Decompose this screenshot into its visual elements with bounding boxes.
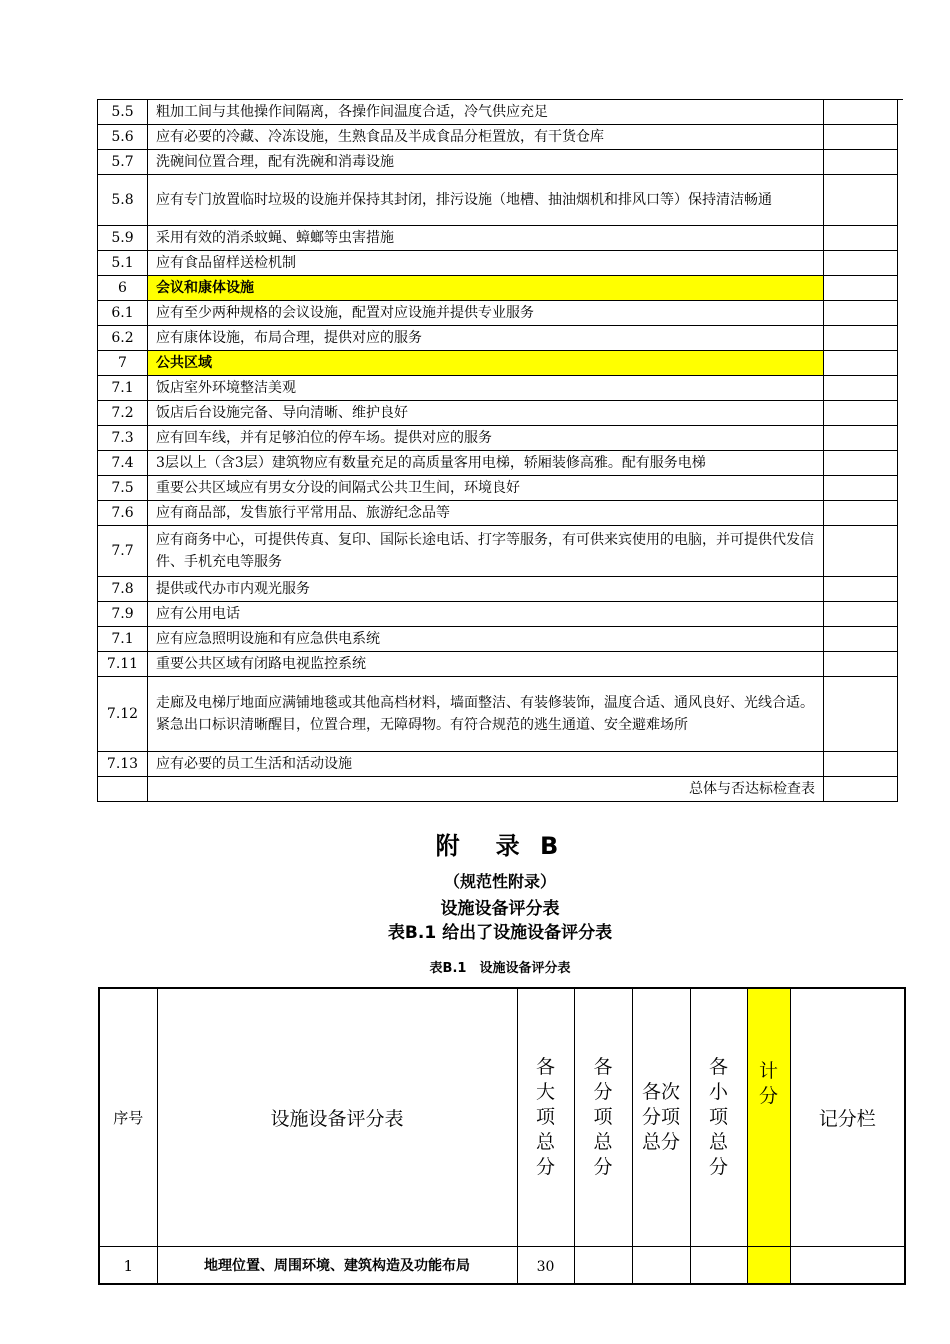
check-cell [824,376,898,401]
table-row [98,501,898,526]
row-text: 3层以上（含3层）建筑物应有数量充足的高质量客用电梯，轿厢装修高雅。配有服务电梯 [148,451,824,476]
row-number: 5.8 [98,175,148,226]
row-text: 粗加工间与其他操作间隔离，各操作间温度合适，冷气供应充足 [148,100,824,125]
appendix-description: 表B.1 给出了设施设备评分表 [387,923,613,943]
check-cell [824,752,898,777]
table-row [98,577,898,602]
row-record [790,1247,905,1285]
table-row [98,401,898,426]
check-cell [824,226,898,251]
appendix-name: 设施设备评分表 [440,899,560,919]
row-text: 应有专门放置临时垃圾的设施并保持其封闭，排污设施（地槽、抽油烟机和排风口等）保持清洁畅通 [148,175,824,226]
check-cell [824,602,898,627]
table-row [98,677,898,752]
row-text: 应有至少两种规格的会议设施，配置对应设施并提供专业服务 [148,301,824,326]
total-number [98,777,148,802]
check-cell [824,526,898,577]
row-number: 7.7 [98,526,148,577]
row-number: 5.5 [98,100,148,125]
row-text: 应有应急照明设施和有应急供电系统 [148,627,824,652]
section-title: 公共区域 [148,351,824,376]
row-text: 应有商务中心，可提供传真、复印、国际长途电话、打字等服务，有可供来宾使用的电脑，并可提供代发信件、手机充电等服务 [148,526,824,577]
row-text: 洗碗间位置合理，配有洗碗和消毒设施 [148,150,824,175]
total-label: 总体与否达标检查表 [148,777,824,802]
table-caption: 表B.1 设施设备评分表 [429,961,571,976]
check-cell [824,251,898,276]
header-minor-item-total: 各次分项总分 [632,988,690,1247]
check-cell [824,326,898,351]
check-cell [824,301,898,326]
table-row [98,451,898,476]
row-number: 7.13 [98,752,148,777]
table-row [98,426,898,451]
row-number: 7.11 [98,652,148,677]
row-minor-item-total [632,1247,690,1285]
check-cell [824,476,898,501]
table-row [98,627,898,652]
table-row [98,752,898,777]
row-number: 5.7 [98,150,148,175]
row-text: 应有回车线，并有足够泊位的停车场。提供对应的服务 [148,426,824,451]
row-text: 重要公共区域应有男女分设的间隔式公共卫生间，环境良好 [148,476,824,501]
check-cell [824,351,898,376]
header-major-total: 各大项总分 [517,988,574,1247]
checklist-table [97,99,898,802]
row-sub-total [574,1247,632,1285]
table-row [98,226,898,251]
row-number: 7.2 [98,401,148,426]
header-small-total: 各小项总分 [690,988,747,1247]
table-row [98,326,898,351]
table-row [98,100,898,125]
section-title: 会议和康体设施 [148,276,824,301]
check-cell [824,652,898,677]
row-number: 7.12 [98,677,148,752]
row-number: 7.6 [98,501,148,526]
table-row [98,150,898,175]
check-cell [824,175,898,226]
row-text: 走廊及电梯厅地面应满铺地毯或其他高档材料，墙面整洁、有装修装饰，温度合适、通风良好、光线合适。紧急出口标识清晰醒目，位置合理，无障碍物。有符合规范的逃生通道、安全避难场所 [148,677,824,752]
table-row [98,476,898,501]
check-cell [824,677,898,752]
row-number: 5.6 [98,125,148,150]
row-text: 提供或代办市内观光服务 [148,577,824,602]
row-major-total: 30 [517,1247,574,1285]
row-number: 7.9 [98,602,148,627]
row-number: 6.2 [98,326,148,351]
row-seq: 1 [99,1247,157,1285]
row-number: 5.1 [98,251,148,276]
total-row [98,777,898,802]
row-text: 应有食品留样送检机制 [148,251,824,276]
header-score: 计分 [747,988,790,1247]
row-text: 应有必要的员工生活和活动设施 [148,752,824,777]
check-cell [824,100,898,125]
table-row [98,125,898,150]
total-check-cell [824,777,898,802]
row-text: 饭店室外环境整洁美观 [148,376,824,401]
check-cell [824,426,898,451]
table-row [98,652,898,677]
section-number: 6 [98,276,148,301]
row-small-total [690,1247,747,1285]
check-cell [824,627,898,652]
row-text: 应有康体设施，布局合理，提供对应的服务 [148,326,824,351]
header-seq: 序号 [99,988,157,1247]
check-cell [824,125,898,150]
check-cell [824,501,898,526]
row-number: 7.8 [98,577,148,602]
row-text: 采用有效的消杀蚊蝇、蟑螂等虫害措施 [148,226,824,251]
row-number: 7.5 [98,476,148,501]
scoring-table [98,987,906,1285]
header-record: 记分栏 [790,988,905,1247]
row-text: 应有商品部，发售旅行平常用品、旅游纪念品等 [148,501,824,526]
table-row [98,251,898,276]
row-number: 7.1 [98,627,148,652]
check-cell [824,451,898,476]
table-row [98,602,898,627]
header-sub-total: 各分项总分 [574,988,632,1247]
appendix-title: 附 录 B [435,832,565,860]
check-cell [824,401,898,426]
check-cell [824,577,898,602]
row-number: 6.1 [98,301,148,326]
row-text: 应有公用电话 [148,602,824,627]
check-cell [824,150,898,175]
section-row [98,351,898,376]
table-row [99,1247,905,1285]
table-row [98,301,898,326]
row-item: 地理位置、周围环境、建筑构造及功能布局 [157,1247,517,1285]
header-row [99,988,905,1247]
row-score [747,1247,790,1285]
row-number: 7.3 [98,426,148,451]
check-cell [824,276,898,301]
row-text: 重要公共区域有闭路电视监控系统 [148,652,824,677]
table-row [98,376,898,401]
section-row [98,276,898,301]
table-row [98,175,898,226]
section-number: 7 [98,351,148,376]
row-number: 7.1 [98,376,148,401]
row-text: 应有必要的冷藏、冷冻设施，生熟食品及半成食品分柜置放，有干货仓库 [148,125,824,150]
row-number: 5.9 [98,226,148,251]
header-item: 设施设备评分表 [157,988,517,1247]
row-number: 7.4 [98,451,148,476]
appendix-subtitle: （规范性附录） [443,872,556,891]
table-row [98,526,898,577]
row-text: 饭店后台设施完备、导向清晰、维护良好 [148,401,824,426]
